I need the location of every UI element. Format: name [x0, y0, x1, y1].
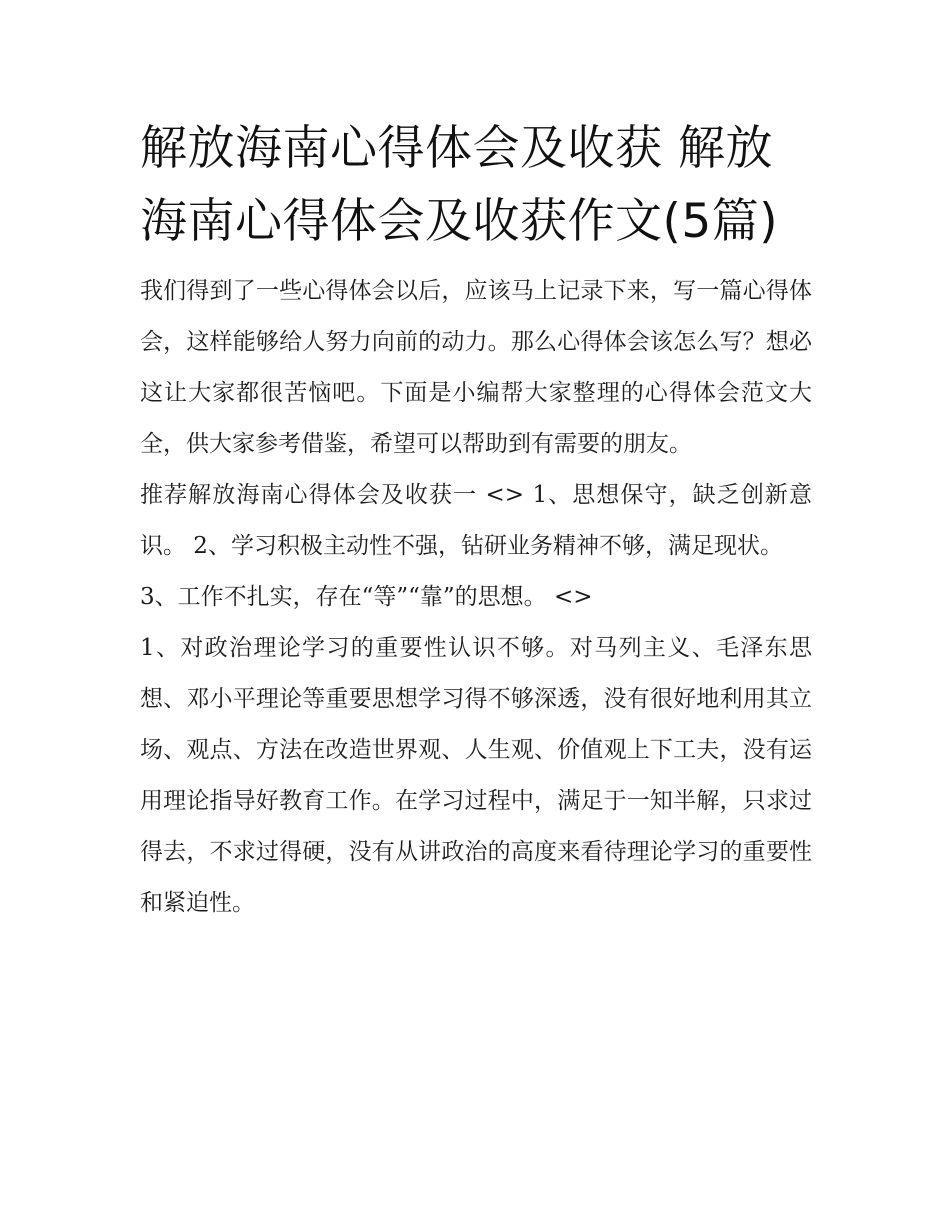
- paragraph-item-three: 3、工作不扎实，存在“等”“靠”的思想。 <>: [140, 584, 593, 610]
- paragraph-intro: 我们得到了一些心得体会以后，应该马上记录下来，写一篇心得体会，这样能够给人努力向前的动力。那么心得体会该怎么写？想必这让大家都很苦恼吧。下面是小编帮大家整理的心得体会范文大全，供大家参考借鉴，希望可以帮助到有需要的朋友。: [140, 278, 812, 457]
- paragraph-recommend-one: 推荐解放海南心得体会及收获一 <> 1、思想保守，缺乏创新意识。 2、学习积极主动性不强，钻研业务精神不够，满足现状。: [140, 482, 812, 559]
- document-page: [140, 112, 812, 929]
- document-title: 解放海南心得体会及收获 解放海南心得体会及收获作文(5篇): [140, 121, 779, 249]
- paragraph-theory-study: 1、对政治理论学习的重要性认识不够。对马列主义、毛泽东思想、邓小平理论等重要思想学习得不够深透，没有很好地利用其立场、观点、方法在改造世界观、人生观、价值观上下工夫，没有运用理论指导好教育工作。在学习过程中，满足于一知半解，只求过得去，不求过得硬，没有从讲政治的高度来看待理论学习的重要性和紧迫性。: [140, 635, 812, 916]
